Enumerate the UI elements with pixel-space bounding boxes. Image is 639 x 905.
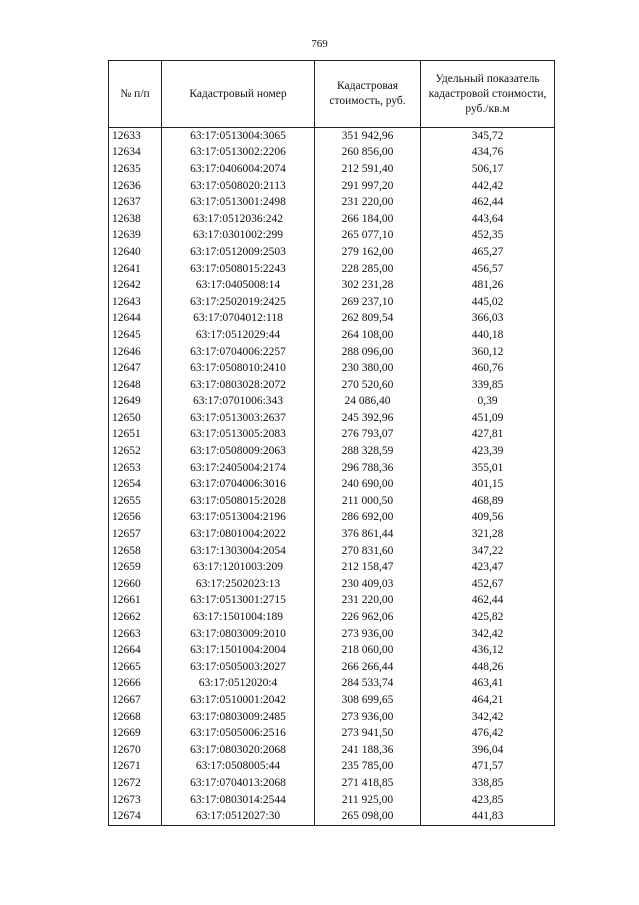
cadastral-value-cell: 245 392,96: [315, 410, 421, 427]
cadastral-value-cell: 241 188,36: [315, 742, 421, 759]
cadastral-number-cell: 63:17:0508010:2410: [162, 360, 315, 377]
cadastral-value-cell: 264 108,00: [315, 327, 421, 344]
cadastral-value-cell: 211 925,00: [315, 792, 421, 809]
cadastral-value-cell: 228 285,00: [315, 261, 421, 278]
row-number-cell: 12666: [109, 676, 162, 693]
specific-value-cell: 441,83: [421, 808, 555, 825]
table-row: [109, 311, 555, 328]
specific-value-cell: 448,26: [421, 659, 555, 676]
row-number-cell: 12633: [109, 128, 162, 145]
specific-value-cell: 434,76: [421, 145, 555, 162]
table-row: [109, 128, 555, 145]
row-number-cell: 12671: [109, 759, 162, 776]
row-number-cell: 12646: [109, 344, 162, 361]
specific-value-cell: 423,47: [421, 559, 555, 576]
specific-value-cell: 342,42: [421, 709, 555, 726]
specific-value-cell: 423,39: [421, 443, 555, 460]
cadastral-value-cell: 273 936,00: [315, 709, 421, 726]
row-number-cell: 12672: [109, 775, 162, 792]
cadastral-value-cell: 231 220,00: [315, 194, 421, 211]
table-row: [109, 244, 555, 261]
row-number-cell: 12634: [109, 145, 162, 162]
row-number-cell: 12651: [109, 427, 162, 444]
cadastral-value-cell: 269 237,10: [315, 294, 421, 311]
row-number-cell: 12640: [109, 244, 162, 261]
specific-value-cell: 451,09: [421, 410, 555, 427]
table-row: [109, 145, 555, 162]
specific-value-cell: 468,89: [421, 493, 555, 510]
cadastral-value-cell: 351 942,96: [315, 128, 421, 145]
row-number-cell: 12649: [109, 394, 162, 411]
specific-value-cell: 427,81: [421, 427, 555, 444]
table-row: [109, 742, 555, 759]
cadastral-value-cell: 279 162,00: [315, 244, 421, 261]
column-header-cadastral-value: Кадастровая стоимость, руб.: [315, 61, 421, 128]
row-number-cell: 12644: [109, 311, 162, 328]
row-number-cell: 12673: [109, 792, 162, 809]
cadastral-number-cell: 63:17:0405008:14: [162, 277, 315, 294]
specific-value-cell: 452,35: [421, 228, 555, 245]
specific-value-cell: 347,22: [421, 543, 555, 560]
table-row: [109, 344, 555, 361]
table-row: [109, 294, 555, 311]
specific-value-cell: 423,85: [421, 792, 555, 809]
cadastral-number-cell: 63:17:0505006:2516: [162, 725, 315, 742]
row-number-cell: 12661: [109, 593, 162, 610]
table-row: [109, 327, 555, 344]
cadastral-number-cell: 63:17:0803028:2072: [162, 377, 315, 394]
table-row: [109, 460, 555, 477]
table-row: [109, 759, 555, 776]
cadastral-number-cell: 63:17:0508020:2113: [162, 178, 315, 195]
table-row: [109, 228, 555, 245]
page-number: 769: [311, 38, 328, 50]
cadastral-number-cell: 63:17:0704006:3016: [162, 476, 315, 493]
table-row: [109, 194, 555, 211]
cadastral-number-cell: 63:17:0803014:2544: [162, 792, 315, 809]
cadastral-value-cell: 230 380,00: [315, 360, 421, 377]
cadastral-value-cell: 288 096,00: [315, 344, 421, 361]
row-number-cell: 12662: [109, 609, 162, 626]
specific-value-cell: 471,57: [421, 759, 555, 776]
table-row: [109, 775, 555, 792]
cadastral-value-cell: 286 692,00: [315, 510, 421, 527]
row-number-cell: 12638: [109, 211, 162, 228]
cadastral-number-cell: 63:17:1501004:2004: [162, 642, 315, 659]
cadastral-number-cell: 63:17:0803009:2485: [162, 709, 315, 726]
row-number-cell: 12636: [109, 178, 162, 195]
column-header-cadastral-number: Кадастровый номер: [162, 61, 315, 128]
header-row: [109, 61, 555, 128]
table-row: [109, 261, 555, 278]
table-row: [109, 510, 555, 527]
specific-value-cell: 360,12: [421, 344, 555, 361]
cadastral-number-cell: 63:17:1501004:189: [162, 609, 315, 626]
table-row: [109, 394, 555, 411]
cadastral-number-cell: 63:17:2405004:2174: [162, 460, 315, 477]
cadastral-value-cell: 211 000,50: [315, 493, 421, 510]
cadastral-value-cell: 212 158,47: [315, 559, 421, 576]
cadastral-value-cell: 226 962,06: [315, 609, 421, 626]
table-row: [109, 659, 555, 676]
specific-value-cell: 338,85: [421, 775, 555, 792]
specific-value-cell: 339,85: [421, 377, 555, 394]
cadastral-value-cell: 284 533,74: [315, 676, 421, 693]
column-header-row-number: № п/п: [109, 61, 162, 128]
table-row: [109, 443, 555, 460]
cadastral-value-table: [108, 60, 555, 826]
specific-value-cell: 0,39: [421, 394, 555, 411]
cadastral-number-cell: 63:17:1303004:2054: [162, 543, 315, 560]
specific-value-cell: 345,72: [421, 128, 555, 145]
row-number-cell: 12667: [109, 692, 162, 709]
row-number-cell: 12648: [109, 377, 162, 394]
row-number-cell: 12656: [109, 510, 162, 527]
cadastral-number-cell: 63:17:0513005:2083: [162, 427, 315, 444]
cadastral-value-cell: 265 098,00: [315, 808, 421, 825]
row-number-cell: 12665: [109, 659, 162, 676]
cadastral-value-cell: 296 788,36: [315, 460, 421, 477]
cadastral-number-cell: 63:17:0704006:2257: [162, 344, 315, 361]
cadastral-number-cell: 63:17:0512020:4: [162, 676, 315, 693]
cadastral-value-cell: 262 809,54: [315, 311, 421, 328]
table-row: [109, 642, 555, 659]
table-row: [109, 526, 555, 543]
specific-value-cell: 460,76: [421, 360, 555, 377]
cadastral-number-cell: 63:17:0513004:2196: [162, 510, 315, 527]
cadastral-value-cell: 271 418,85: [315, 775, 421, 792]
row-number-cell: 12642: [109, 277, 162, 294]
specific-value-cell: 321,28: [421, 526, 555, 543]
cadastral-value-cell: 270 520,60: [315, 377, 421, 394]
cadastral-number-cell: 63:17:0505003:2027: [162, 659, 315, 676]
table-row: [109, 543, 555, 560]
cadastral-value-cell: 273 941,50: [315, 725, 421, 742]
cadastral-number-cell: 63:17:2502019:2425: [162, 294, 315, 311]
specific-value-cell: 440,18: [421, 327, 555, 344]
cadastral-value-cell: 212 591,40: [315, 161, 421, 178]
specific-value-cell: 409,56: [421, 510, 555, 527]
row-number-cell: 12660: [109, 576, 162, 593]
cadastral-value-cell: 291 997,20: [315, 178, 421, 195]
cadastral-number-cell: 63:17:0701006:343: [162, 394, 315, 411]
cadastral-number-cell: 63:17:0513001:2715: [162, 593, 315, 610]
row-number-cell: 12663: [109, 626, 162, 643]
table-row: [109, 360, 555, 377]
specific-value-cell: 445,02: [421, 294, 555, 311]
cadastral-number-cell: 63:17:0513004:3065: [162, 128, 315, 145]
cadastral-number-cell: 63:17:0508009:2063: [162, 443, 315, 460]
cadastral-value-cell: 24 086,40: [315, 394, 421, 411]
cadastral-value-cell: 273 936,00: [315, 626, 421, 643]
cadastral-value-cell: 230 409,03: [315, 576, 421, 593]
table-row: [109, 427, 555, 444]
row-number-cell: 12645: [109, 327, 162, 344]
cadastral-number-cell: 63:17:2502023:13: [162, 576, 315, 593]
table-row: [109, 476, 555, 493]
cadastral-number-cell: 63:17:0301002:299: [162, 228, 315, 245]
specific-value-cell: 396,04: [421, 742, 555, 759]
table-row: [109, 609, 555, 626]
cadastral-value-cell: 270 831,60: [315, 543, 421, 560]
table-row: [109, 626, 555, 643]
row-number-cell: 12637: [109, 194, 162, 211]
row-number-cell: 12657: [109, 526, 162, 543]
row-number-cell: 12658: [109, 543, 162, 560]
cadastral-number-cell: 63:17:0510001:2042: [162, 692, 315, 709]
cadastral-number-cell: 63:17:0508015:2243: [162, 261, 315, 278]
specific-value-cell: 425,82: [421, 609, 555, 626]
cadastral-number-cell: 63:17:0704012:118: [162, 311, 315, 328]
cadastral-number-cell: 63:17:0513002:2206: [162, 145, 315, 162]
row-number-cell: 12659: [109, 559, 162, 576]
cadastral-value-cell: 266 184,00: [315, 211, 421, 228]
specific-value-cell: 463,41: [421, 676, 555, 693]
cadastral-number-cell: 63:17:1201003:209: [162, 559, 315, 576]
row-number-cell: 12670: [109, 742, 162, 759]
cadastral-number-cell: 63:17:0512009:2503: [162, 244, 315, 261]
specific-value-cell: 342,42: [421, 626, 555, 643]
specific-value-cell: 464,21: [421, 692, 555, 709]
table-header: [109, 61, 555, 128]
specific-value-cell: 436,12: [421, 642, 555, 659]
table-row: [109, 559, 555, 576]
table-row: [109, 178, 555, 195]
row-number-cell: 12647: [109, 360, 162, 377]
specific-value-cell: 481,26: [421, 277, 555, 294]
specific-value-cell: 366,03: [421, 311, 555, 328]
row-number-cell: 12639: [109, 228, 162, 245]
row-number-cell: 12653: [109, 460, 162, 477]
table-row: [109, 725, 555, 742]
row-number-cell: 12652: [109, 443, 162, 460]
cadastral-value-cell: 276 793,07: [315, 427, 421, 444]
table-row: [109, 161, 555, 178]
table-row: [109, 377, 555, 394]
cadastral-number-cell: 63:17:0803020:2068: [162, 742, 315, 759]
cadastral-number-cell: 63:17:0513001:2498: [162, 194, 315, 211]
cadastral-number-cell: 63:17:0508015:2028: [162, 493, 315, 510]
cadastral-number-cell: 63:17:0513003:2637: [162, 410, 315, 427]
cadastral-value-cell: 260 856,00: [315, 145, 421, 162]
column-header-specific-value: Удельный показатель кадастровой стоимости, руб./кв.м: [421, 61, 555, 128]
specific-value-cell: 506,17: [421, 161, 555, 178]
row-number-cell: 12669: [109, 725, 162, 742]
cadastral-value-cell: 235 785,00: [315, 759, 421, 776]
row-number-cell: 12643: [109, 294, 162, 311]
row-number-cell: 12655: [109, 493, 162, 510]
specific-value-cell: 452,67: [421, 576, 555, 593]
specific-value-cell: 443,64: [421, 211, 555, 228]
cadastral-number-cell: 63:17:0704013:2068: [162, 775, 315, 792]
table-row: [109, 709, 555, 726]
specific-value-cell: 456,57: [421, 261, 555, 278]
table-row: [109, 792, 555, 809]
specific-value-cell: 401,15: [421, 476, 555, 493]
cadastral-number-cell: 63:17:0508005:44: [162, 759, 315, 776]
cadastral-number-cell: 63:17:0406004:2074: [162, 161, 315, 178]
specific-value-cell: 462,44: [421, 194, 555, 211]
table-row: [109, 692, 555, 709]
cadastral-number-cell: 63:17:0801004:2022: [162, 526, 315, 543]
cadastral-value-cell: 266 266,44: [315, 659, 421, 676]
cadastral-value-cell: 265 077,10: [315, 228, 421, 245]
cadastral-value-cell: 308 699,65: [315, 692, 421, 709]
specific-value-cell: 442,42: [421, 178, 555, 195]
table-row: [109, 211, 555, 228]
table-row: [109, 676, 555, 693]
cadastral-number-cell: 63:17:0512036:242: [162, 211, 315, 228]
cadastral-value-cell: 218 060,00: [315, 642, 421, 659]
table-row: [109, 277, 555, 294]
row-number-cell: 12668: [109, 709, 162, 726]
row-number-cell: 12674: [109, 808, 162, 825]
cadastral-value-cell: 288 328,59: [315, 443, 421, 460]
row-number-cell: 12641: [109, 261, 162, 278]
specific-value-cell: 462,44: [421, 593, 555, 610]
cadastral-value-cell: 376 861,44: [315, 526, 421, 543]
specific-value-cell: 355,01: [421, 460, 555, 477]
table-row: [109, 410, 555, 427]
table-row: [109, 808, 555, 825]
table-row: [109, 593, 555, 610]
cadastral-value-cell: 240 690,00: [315, 476, 421, 493]
cadastral-number-cell: 63:17:0512029:44: [162, 327, 315, 344]
cadastral-number-cell: 63:17:0803009:2010: [162, 626, 315, 643]
row-number-cell: 12664: [109, 642, 162, 659]
cadastral-value-cell: 302 231,28: [315, 277, 421, 294]
row-number-cell: 12650: [109, 410, 162, 427]
cadastral-number-cell: 63:17:0512027:30: [162, 808, 315, 825]
table-row: [109, 576, 555, 593]
specific-value-cell: 465,27: [421, 244, 555, 261]
table-row: [109, 493, 555, 510]
row-number-cell: 12635: [109, 161, 162, 178]
table-body: [109, 128, 555, 826]
specific-value-cell: 476,42: [421, 725, 555, 742]
cadastral-value-cell: 231 220,00: [315, 593, 421, 610]
row-number-cell: 12654: [109, 476, 162, 493]
